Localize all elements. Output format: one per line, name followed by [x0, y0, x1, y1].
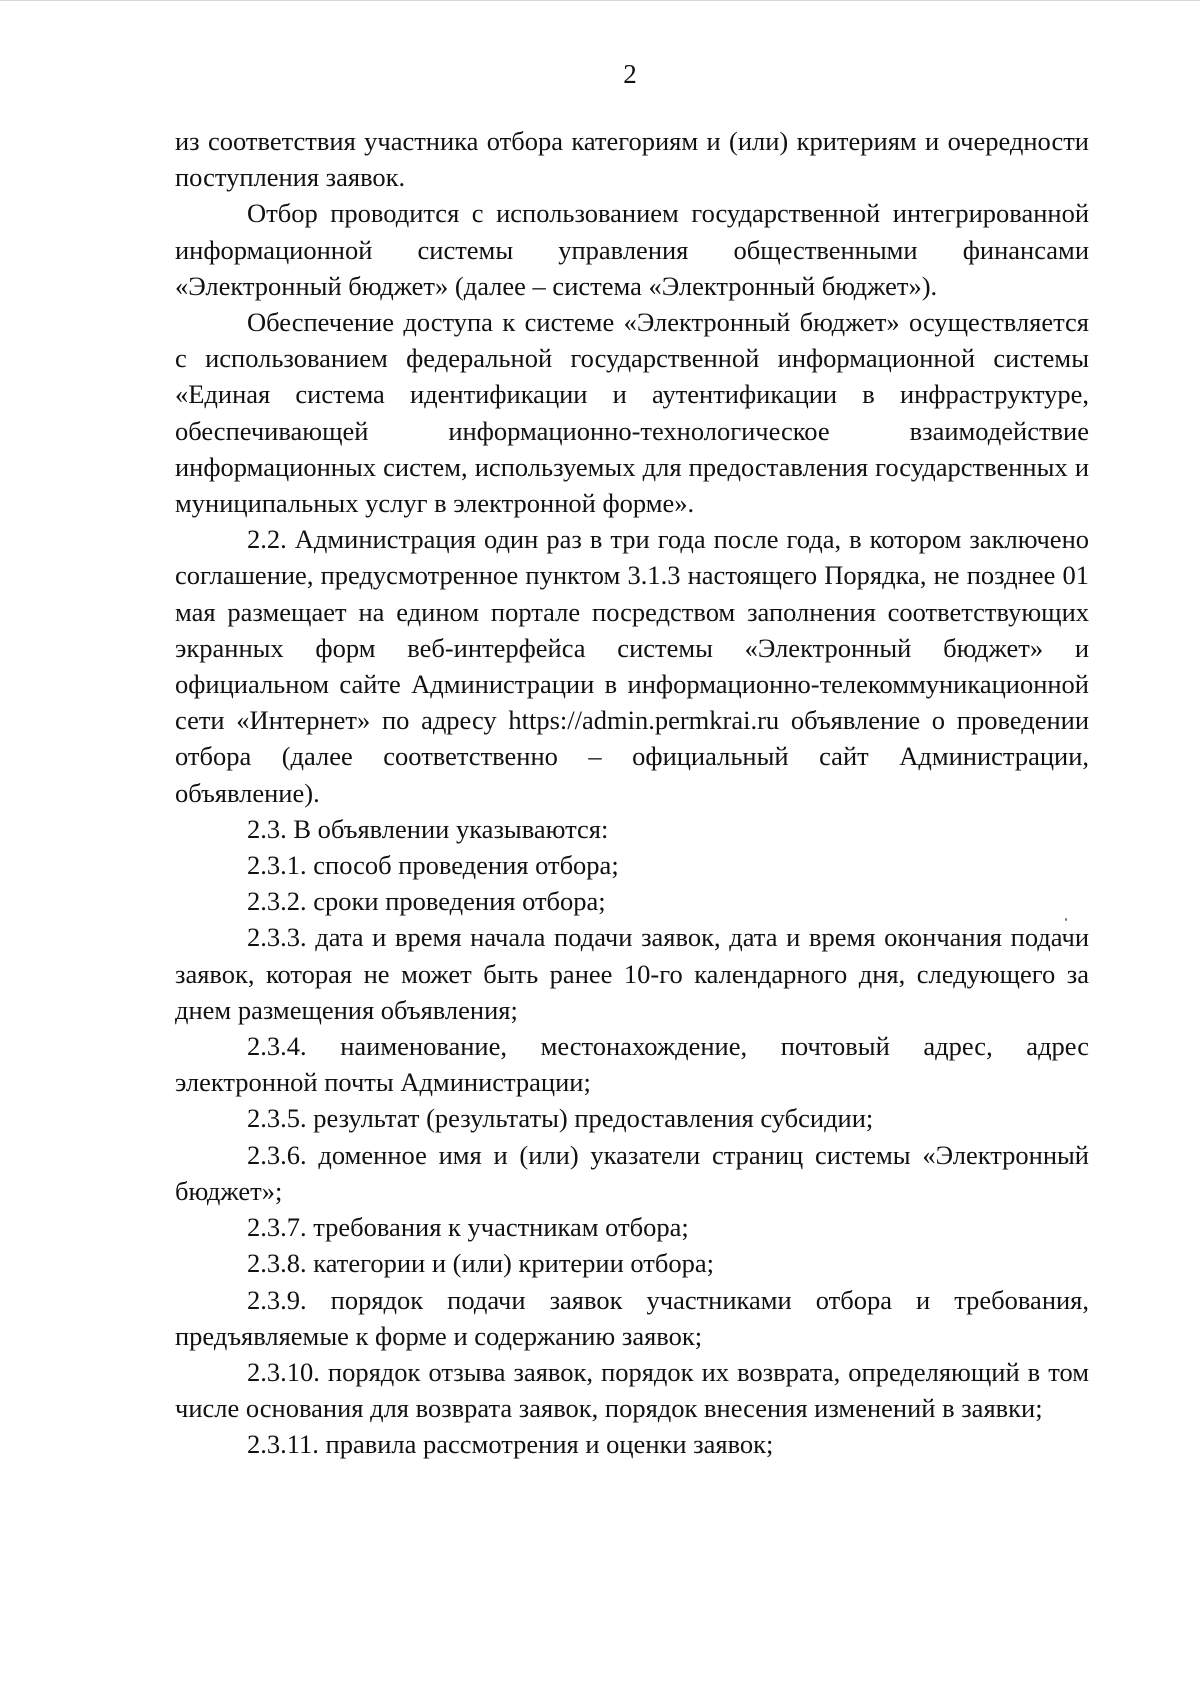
paragraph: 2.3.5. результат (результаты) предоставления субсидии; — [247, 1103, 874, 1134]
paragraph: 2.2. Администрация один раз в три года после года, в котором заключено соглашение, предусмотренное пунктом 3.1.3 настоящего Порядка, не позднее 01 мая размещает на едином портале посредством заполнения соответствующих экранных форм веб-интерфейса системы «Электронный бюджет» и официальном сайте Администрации в информационно-телекоммуникационной сети «Интернет» по адресу https://admin.permkrai.ru объявление о проведении отбора (далее соответственно – официальный сайт Администрации, объявление). — [175, 524, 1089, 808]
page-number: 2 — [623, 59, 637, 89]
paragraph: 2.3.4. наименование, местонахождение, почтовый адрес, адрес электронной почты Администрации; — [175, 1031, 1089, 1098]
document-body — [175, 123, 1089, 1463]
paragraph: 2.3. В объявлении указываются: — [247, 813, 609, 844]
paragraph: 2.3.7. требования к участникам отбора; — [247, 1212, 689, 1243]
paragraph: 2.3.11. правила рассмотрения и оценки заявок; — [247, 1429, 774, 1460]
paragraph: Обеспечение доступа к системе «Электронный бюджет» осуществляется с использованием федеральной государственной информационной системы «Единая система идентификации и аутентификации в инфраструктуре, обеспечивающей информационно-технологическое взаимодействие информационных систем, используемых для предоставления государственных и муниципальных услуг в электронной форме». — [175, 307, 1089, 519]
paragraph: 2.3.8. категории и (или) критерии отбора; — [247, 1248, 714, 1279]
paragraph: 2.3.6. доменное имя и (или) указатели страниц системы «Электронный бюджет»; — [175, 1139, 1089, 1206]
paragraph: 2.3.10. порядок отзыва заявок, порядок их возврата, определяющий в том числе основания для возврата заявок, порядок внесения изменений в заявки; — [175, 1356, 1089, 1424]
paragraph: из соответствия участника отбора категориям и (или) критериям и очередности поступления заявок. — [175, 126, 1089, 193]
paragraph: 2.3.3. дата и время начала подачи заявок, дата и время окончания подачи заявок, которая не может быть ранее 10-го календарного дня, следующего за днем размещения объявления; — [175, 922, 1089, 1025]
scan-speck — [1065, 918, 1067, 921]
paragraph: 2.3.2. сроки проведения отбора; — [247, 886, 606, 917]
paragraph: 2.3.9. порядок подачи заявок участниками отбора и требования, предъявляемые к форме и содержанию заявок; — [175, 1284, 1089, 1351]
paragraph: Отбор проводится с использованием государственной интегрированной информационной системы управления общественными финансами «Электронный бюджет» (далее – система «Электронный бюджет»). — [175, 198, 1089, 301]
paragraph: 2.3.1. способ проведения отбора; — [247, 850, 619, 881]
